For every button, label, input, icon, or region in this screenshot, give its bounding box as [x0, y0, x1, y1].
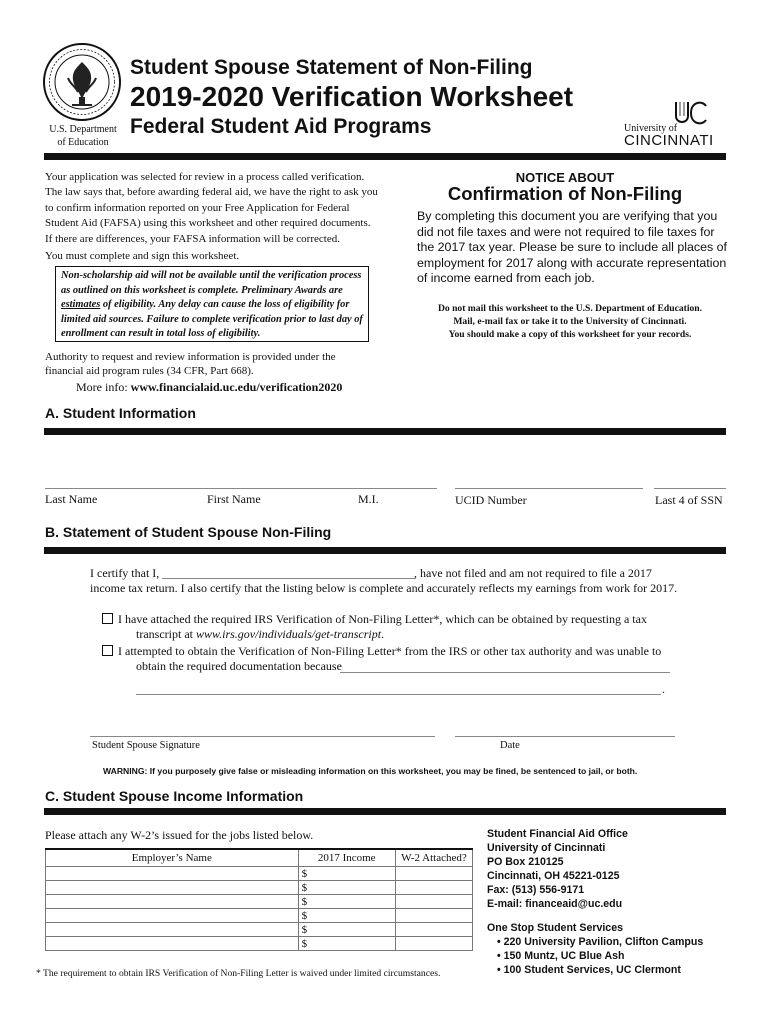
- signature-field[interactable]: [90, 736, 435, 737]
- section-a-rule: [44, 428, 726, 435]
- income-cell[interactable]: $: [298, 895, 395, 909]
- authority-text: Authority to request and review information is provided under the financial aid program rules (34 CFR, Part 668).: [45, 351, 336, 377]
- notice-mail-line3: You should make a copy of this worksheet for your records.: [448, 329, 692, 340]
- office-name: Student Financial Aid Office: [487, 828, 628, 840]
- income-cell[interactable]: $: [298, 881, 395, 895]
- section-a-title: A. Student Information: [45, 405, 196, 421]
- header-rule: [44, 153, 726, 160]
- contact-block: [487, 827, 703, 977]
- mi-label: M.I.: [358, 492, 379, 506]
- w2-cell[interactable]: [395, 881, 472, 895]
- location-2: • 150 Muntz, UC Blue Ash: [497, 950, 625, 962]
- employer-cell[interactable]: [46, 937, 299, 951]
- section-c-rule: [44, 808, 726, 815]
- ed-name-line1: U.S. Department: [49, 124, 117, 135]
- w2-cell[interactable]: [395, 909, 472, 923]
- table-row: [46, 881, 473, 895]
- ucid-label: UCID Number: [455, 493, 527, 507]
- ed-name-line2: of Education: [57, 137, 109, 148]
- section-b-title: B. Statement of Student Spouse Non-Filing: [45, 524, 332, 540]
- table-row: [46, 937, 473, 951]
- notice-body: By completing this document you are verifying that you did not file taxes and were not required to file taxes for the 2017 tax year. Please be sure to include all places of employment for 2017 along with accurate representation of income earned from each job.: [417, 209, 727, 286]
- w2-cell[interactable]: [395, 895, 472, 909]
- ucid-field[interactable]: [455, 488, 643, 489]
- reason-period: .: [662, 682, 665, 696]
- intro-paragraph: Your application was selected for review in a process called verification. The law says that, before awarding federal aid, we have the right to ask you to confirm information reported on your Free Application for Federal Student Aid (FAFSA) using this worksheet and other required documents. If there are differences, your FAFSA information will be corrected.: [45, 171, 378, 245]
- fax-number: Fax: (513) 556-9171: [487, 884, 585, 896]
- w2-cell[interactable]: [395, 867, 472, 881]
- employer-table-header: [46, 849, 473, 867]
- ssn-field[interactable]: [654, 488, 726, 489]
- irs-letter-checkbox[interactable]: [102, 613, 113, 624]
- col-w2-header: W-2 Attached?: [395, 849, 472, 867]
- option1-line2-post: .: [381, 627, 385, 641]
- page-title-line1: Student Spouse Statement of Non-Filing: [130, 56, 533, 79]
- employer-cell[interactable]: [46, 909, 299, 923]
- non-scholarship-notice-box: [55, 266, 369, 342]
- notice-heading-big: Confirmation of Non-Filing: [447, 183, 683, 204]
- location-3: • 100 Student Services, UC Clermont: [497, 964, 681, 976]
- option2-line1: I attempted to obtain the Verification of Non-Filing Letter* from the IRS or other tax authority and was unable to: [118, 644, 662, 658]
- col-income-header: 2017 Income: [298, 849, 395, 867]
- ssn-label: Last 4 of SSN: [655, 493, 723, 507]
- uc-logo: [622, 100, 726, 150]
- ed-seal: [42, 42, 122, 122]
- table-row: [46, 923, 473, 937]
- employer-cell[interactable]: [46, 923, 299, 937]
- page-title-line3: Federal Student Aid Programs: [130, 115, 432, 138]
- uc-logo-icon: [672, 100, 710, 128]
- col-employer-header: Employer’s Name: [46, 849, 299, 867]
- income-cell[interactable]: $: [298, 867, 395, 881]
- page-title-line2: 2019-2020 Verification Worksheet: [130, 81, 574, 112]
- first-name-label: First Name: [207, 492, 261, 506]
- signature-label: Student Spouse Signature: [92, 740, 200, 751]
- income-cell[interactable]: $: [298, 937, 395, 951]
- date-label: Date: [500, 740, 520, 751]
- option-irs-letter: [102, 612, 647, 627]
- w2-cell[interactable]: [395, 923, 472, 937]
- employer-cell[interactable]: [46, 867, 299, 881]
- reason-field-2[interactable]: [136, 694, 661, 695]
- w2-cell[interactable]: [395, 937, 472, 951]
- certify-pre: I certify that I,: [90, 566, 160, 580]
- option2-line2: obtain the required documentation because: [136, 659, 342, 673]
- table-row: [46, 909, 473, 923]
- student-name-field[interactable]: [45, 488, 437, 489]
- warning-text: WARNING: If you purposely give false or misleading information on this worksheet, you may be fined, be sentenced to jail, or both.: [103, 766, 638, 776]
- box-text-before: Non-scholarship aid will not be available until the verification process as outlined on this worksheet is complete. Preliminary Awards are: [61, 270, 362, 296]
- income-cell[interactable]: $: [298, 909, 395, 923]
- attach-w2-note: Please attach any W-2’s issued for the jobs listed below.: [45, 828, 314, 842]
- more-info: [76, 380, 342, 395]
- box-text-underlined: estimates: [61, 299, 101, 311]
- irs-transcript-link[interactable]: www.irs.gov/individuals/get-transcript: [195, 627, 382, 641]
- option1-line2: [136, 627, 384, 642]
- table-row: [46, 867, 473, 881]
- employer-table: [45, 848, 473, 951]
- section-c-title: C. Student Spouse Income Information: [45, 788, 304, 804]
- department-of-education-seal-icon: [42, 42, 122, 122]
- location-1: • 220 University Pavilion, Clifton Campus: [497, 936, 704, 948]
- employer-cell[interactable]: [46, 881, 299, 895]
- notice-heading-small: NOTICE ABOUT: [515, 170, 615, 185]
- option-unable: [102, 644, 661, 659]
- po-box: PO Box 210125: [487, 856, 564, 868]
- section-b-rule: [44, 547, 726, 554]
- notice-mail-line1: Do not mail this worksheet to the U.S. Department of Education.: [437, 303, 703, 314]
- option1-line2-pre: transcript at: [136, 627, 196, 641]
- footnote: * The requirement to obtain IRS Verification of Non-Filing Letter is waived under limited circumstances.: [36, 968, 441, 979]
- more-info-link[interactable]: www.financialaid.uc.edu/verification2020: [130, 380, 343, 394]
- university-name: University of Cincinnati: [487, 842, 606, 854]
- unable-checkbox[interactable]: [102, 645, 113, 656]
- last-name-label: Last Name: [45, 492, 98, 506]
- notice-mail-line2: Mail, e-mail fax or take it to the University of Cincinnati.: [453, 316, 687, 327]
- must-complete-text: You must complete and sign this worksheet.: [45, 250, 240, 262]
- date-field[interactable]: [455, 736, 675, 737]
- certify-name-field[interactable]: [162, 578, 415, 579]
- income-cell[interactable]: $: [298, 923, 395, 937]
- certify-line2: income tax return. I also certify that the listing below is complete and accurately reflects my earnings from work for 2017.: [90, 581, 678, 595]
- box-text-after: of eligibility. Any delay can cause the loss of eligibility for limited aid sources. Failure to complete verification prior to last day of enrollment can result in total loss of eligibility.: [61, 299, 363, 340]
- email-address[interactable]: E-mail: financeaid@uc.edu: [487, 898, 623, 910]
- certify-post: , have not filed and am not required to file a 2017: [414, 566, 652, 580]
- city-line: Cincinnati, OH 45221-0125: [487, 870, 620, 882]
- one-stop-heading: One Stop Student Services: [487, 922, 623, 934]
- reason-field-1[interactable]: [340, 672, 670, 673]
- employer-cell[interactable]: [46, 895, 299, 909]
- more-info-label: More info:: [76, 380, 128, 394]
- table-row: [46, 895, 473, 909]
- option1-line1: I have attached the required IRS Verification of Non-Filing Letter*, which can be obtained by requesting a tax: [118, 612, 647, 626]
- uc-logo-big: CINCINNATI: [624, 132, 714, 149]
- uc-logo-small: University of: [624, 123, 678, 134]
